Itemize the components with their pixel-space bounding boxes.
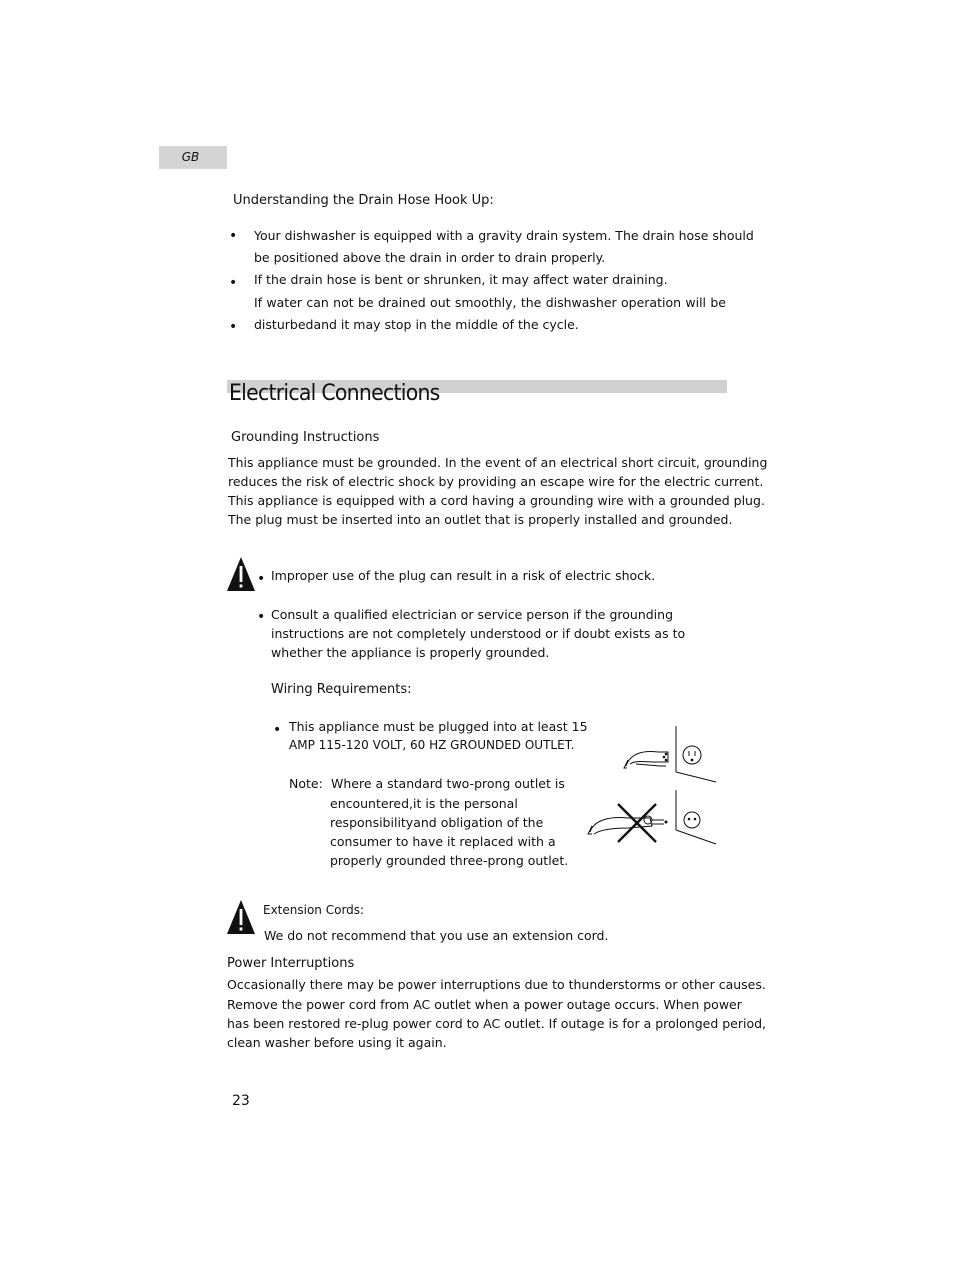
- bullet-icon: •: [257, 609, 266, 625]
- note-line-5: properly grounded three-prong outlet.: [330, 853, 569, 868]
- bullet-icon: •: [257, 571, 266, 587]
- warning-triangle-icon: [226, 899, 256, 935]
- grounding-line-3: This appliance is equipped with a cord having a grounding wire with a grounded plug.: [228, 493, 765, 508]
- power-line-3: has been restored re-plug power cord to AC outlet. If outage is for a prolonged period,: [227, 1016, 767, 1031]
- wiring-line-2: AMP 115-120 VOLT, 60 HZ GROUNDED OUTLET.: [289, 738, 575, 752]
- two-prong-plug-icon: [588, 790, 716, 844]
- wiring-heading: Wiring Requirements:: [271, 682, 412, 697]
- bullet-icon: •: [273, 722, 282, 738]
- warning-2-line-1: Consult a qualified electrician or service person if the grounding: [271, 607, 674, 622]
- extension-text: We do not recommend that you use an extension cord.: [264, 928, 609, 943]
- three-prong-plug-icon: [624, 726, 716, 782]
- wiring-line-1: This appliance must be plugged into at least 15: [289, 719, 588, 734]
- note-line-3: responsibilityand obligation of the: [330, 815, 544, 830]
- warning-line-1: Improper use of the plug can result in a risk of electric shock.: [271, 568, 656, 583]
- drain-line-3: If the drain hose is bent or shrunken, it may affect water draining.: [254, 272, 668, 287]
- power-heading: Power Interruptions: [227, 956, 355, 971]
- drain-line-2: be positioned above the drain in order to drain properly.: [254, 250, 606, 265]
- grounding-heading: Grounding Instructions: [231, 430, 380, 445]
- language-tab-label: GB: [181, 150, 200, 164]
- bullet-icon: •: [229, 275, 238, 291]
- warning-2-line-3: whether the appliance is properly grounded.: [271, 645, 550, 660]
- grounding-line-2: reduces the risk of electric shock by providing an escape wire for the electric current.: [228, 474, 764, 489]
- page-number: 23: [232, 1093, 250, 1109]
- section-title: Electrical Connections: [229, 381, 440, 406]
- power-line-1: Occasionally there may be power interruptions due to thunderstorms or other causes.: [227, 977, 766, 992]
- drain-heading: Understanding the Drain Hose Hook Up:: [233, 193, 494, 208]
- bullet-icon: •: [229, 319, 238, 335]
- note-label: Note:: [289, 776, 323, 791]
- drain-line-4: If water can not be drained out smoothly, the dishwasher operation will be: [254, 295, 726, 310]
- warning-triangle-icon: [226, 556, 256, 592]
- power-line-2: Remove the power cord from AC outlet when a power outage occurs. When power: [227, 997, 742, 1012]
- extension-heading: Extension Cords:: [263, 903, 365, 917]
- note-line-2: encountered,it is the personal: [330, 796, 518, 811]
- grounding-line-4: The plug must be inserted into an outlet that is properly installed and grounded.: [228, 512, 733, 527]
- plug-outlet-illustration: [580, 720, 720, 850]
- note-line-1: Where a standard two-prong outlet is: [331, 776, 565, 791]
- drain-line-1: Your dishwasher is equipped with a gravity drain system. The drain hose should: [254, 228, 754, 243]
- warning-2-line-2: instructions are not completely understood or if doubt exists as to: [271, 626, 686, 641]
- power-line-4: clean washer before using it again.: [227, 1035, 447, 1050]
- note-line-4: consumer to have it replaced with a: [330, 834, 556, 849]
- bullet-icon: •: [229, 228, 238, 244]
- grounding-line-1: This appliance must be grounded. In the event of an electrical short circuit, grounding: [228, 455, 768, 470]
- drain-line-5: disturbedand it may stop in the middle of the cycle.: [254, 317, 579, 332]
